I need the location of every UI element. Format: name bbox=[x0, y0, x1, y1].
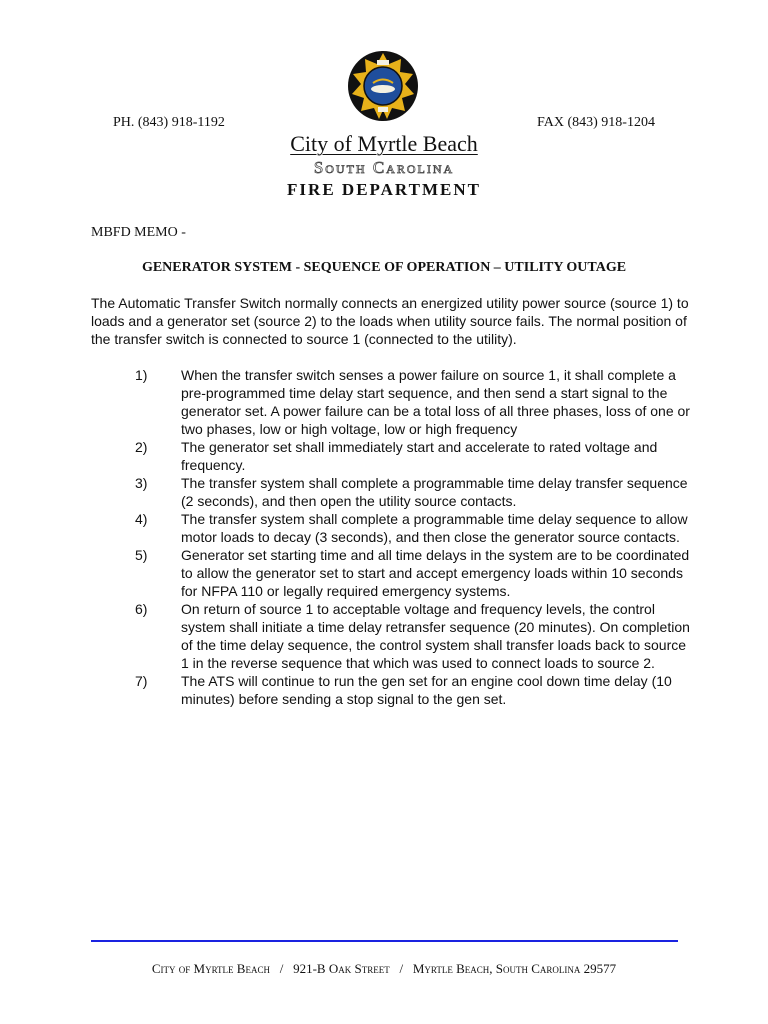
step-number: 2) bbox=[135, 439, 148, 455]
list-item bbox=[91, 546, 691, 600]
list-item bbox=[91, 474, 691, 510]
step-number: 3) bbox=[135, 475, 148, 491]
footer-location: Myrtle Beach, South Carolina 29577 bbox=[412, 961, 617, 976]
step-text: Generator set starting time and all time delays in the system are to be coordinated to allow the generator set to start and accept emergency loads within 10 seconds for NFPA 110 or legally required emergency systems. bbox=[181, 547, 690, 599]
step-number: 6) bbox=[135, 601, 148, 617]
list-item bbox=[91, 438, 691, 474]
fire-department-seal-icon bbox=[347, 50, 419, 122]
list-item bbox=[91, 672, 691, 708]
step-text: The transfer system shall complete a programmable time delay transfer sequence (2 seconds), and then open the utility source contacts. bbox=[181, 475, 688, 509]
footer-street: 921-B Oak Street bbox=[293, 961, 390, 976]
step-text: The ATS will continue to run the gen set for an engine cool down time delay (10 minutes) before sending a stop signal to the gen set. bbox=[181, 673, 672, 707]
list-item bbox=[91, 600, 691, 672]
phone-number: PH. (843) 918-1192 bbox=[113, 115, 225, 130]
list-item bbox=[91, 510, 691, 546]
memo-label: MBFD MEMO - bbox=[91, 225, 186, 240]
footer-divider bbox=[91, 940, 678, 942]
department-name: FIRE DEPARTMENT bbox=[287, 180, 481, 199]
fax-number: FAX (843) 918-1204 bbox=[537, 115, 655, 130]
footer-separator: / bbox=[399, 961, 404, 976]
city-name bbox=[0, 131, 768, 157]
list-item bbox=[91, 366, 691, 438]
step-text: The transfer system shall complete a programmable time delay sequence to allow motor loads to decay (3 seconds), and then close the generator source contacts. bbox=[181, 511, 688, 545]
footer-address bbox=[0, 961, 768, 977]
footer-city: City of Myrtle Beach bbox=[151, 961, 270, 976]
step-number: 4) bbox=[135, 511, 148, 527]
footer-separator: / bbox=[279, 961, 284, 976]
step-number: 5) bbox=[135, 547, 148, 563]
step-text: On return of source 1 to acceptable voltage and frequency levels, the control system shall initiate a time delay retransfer sequence (20 minutes). On completion of the time delay sequence, the control system shall transfer loads back to source 1 in the reverse sequence that which was used to connect loads to source 2. bbox=[181, 601, 690, 671]
step-number: 7) bbox=[135, 673, 148, 689]
state-name: South Carolina bbox=[313, 158, 455, 177]
step-text: When the transfer switch senses a power failure on source 1, it shall complete a pre-programmed time delay start sequence, and then send a start signal to the generator set. A power failure can be a total loss of all three phases, loss of one or two phases, low or high voltage, low or high frequency bbox=[181, 367, 690, 437]
step-number: 1) bbox=[135, 367, 148, 383]
intro-paragraph: The Automatic Transfer Switch normally connects an energized utility power source (source 1) to loads and a generator set (source 2) to the loads when utility source fails. The normal position of the transfer switch is connected to source 1 (connected to the utility). bbox=[91, 295, 689, 347]
step-text: The generator set shall immediately start and accelerate to rated voltage and frequency. bbox=[181, 439, 658, 473]
city-name-text: City of Myrtle Beach bbox=[290, 131, 478, 156]
memo-heading: GENERATOR SYSTEM - SEQUENCE OF OPERATION – UTILITY OUTAGE bbox=[141, 260, 627, 275]
step-list bbox=[91, 366, 691, 708]
